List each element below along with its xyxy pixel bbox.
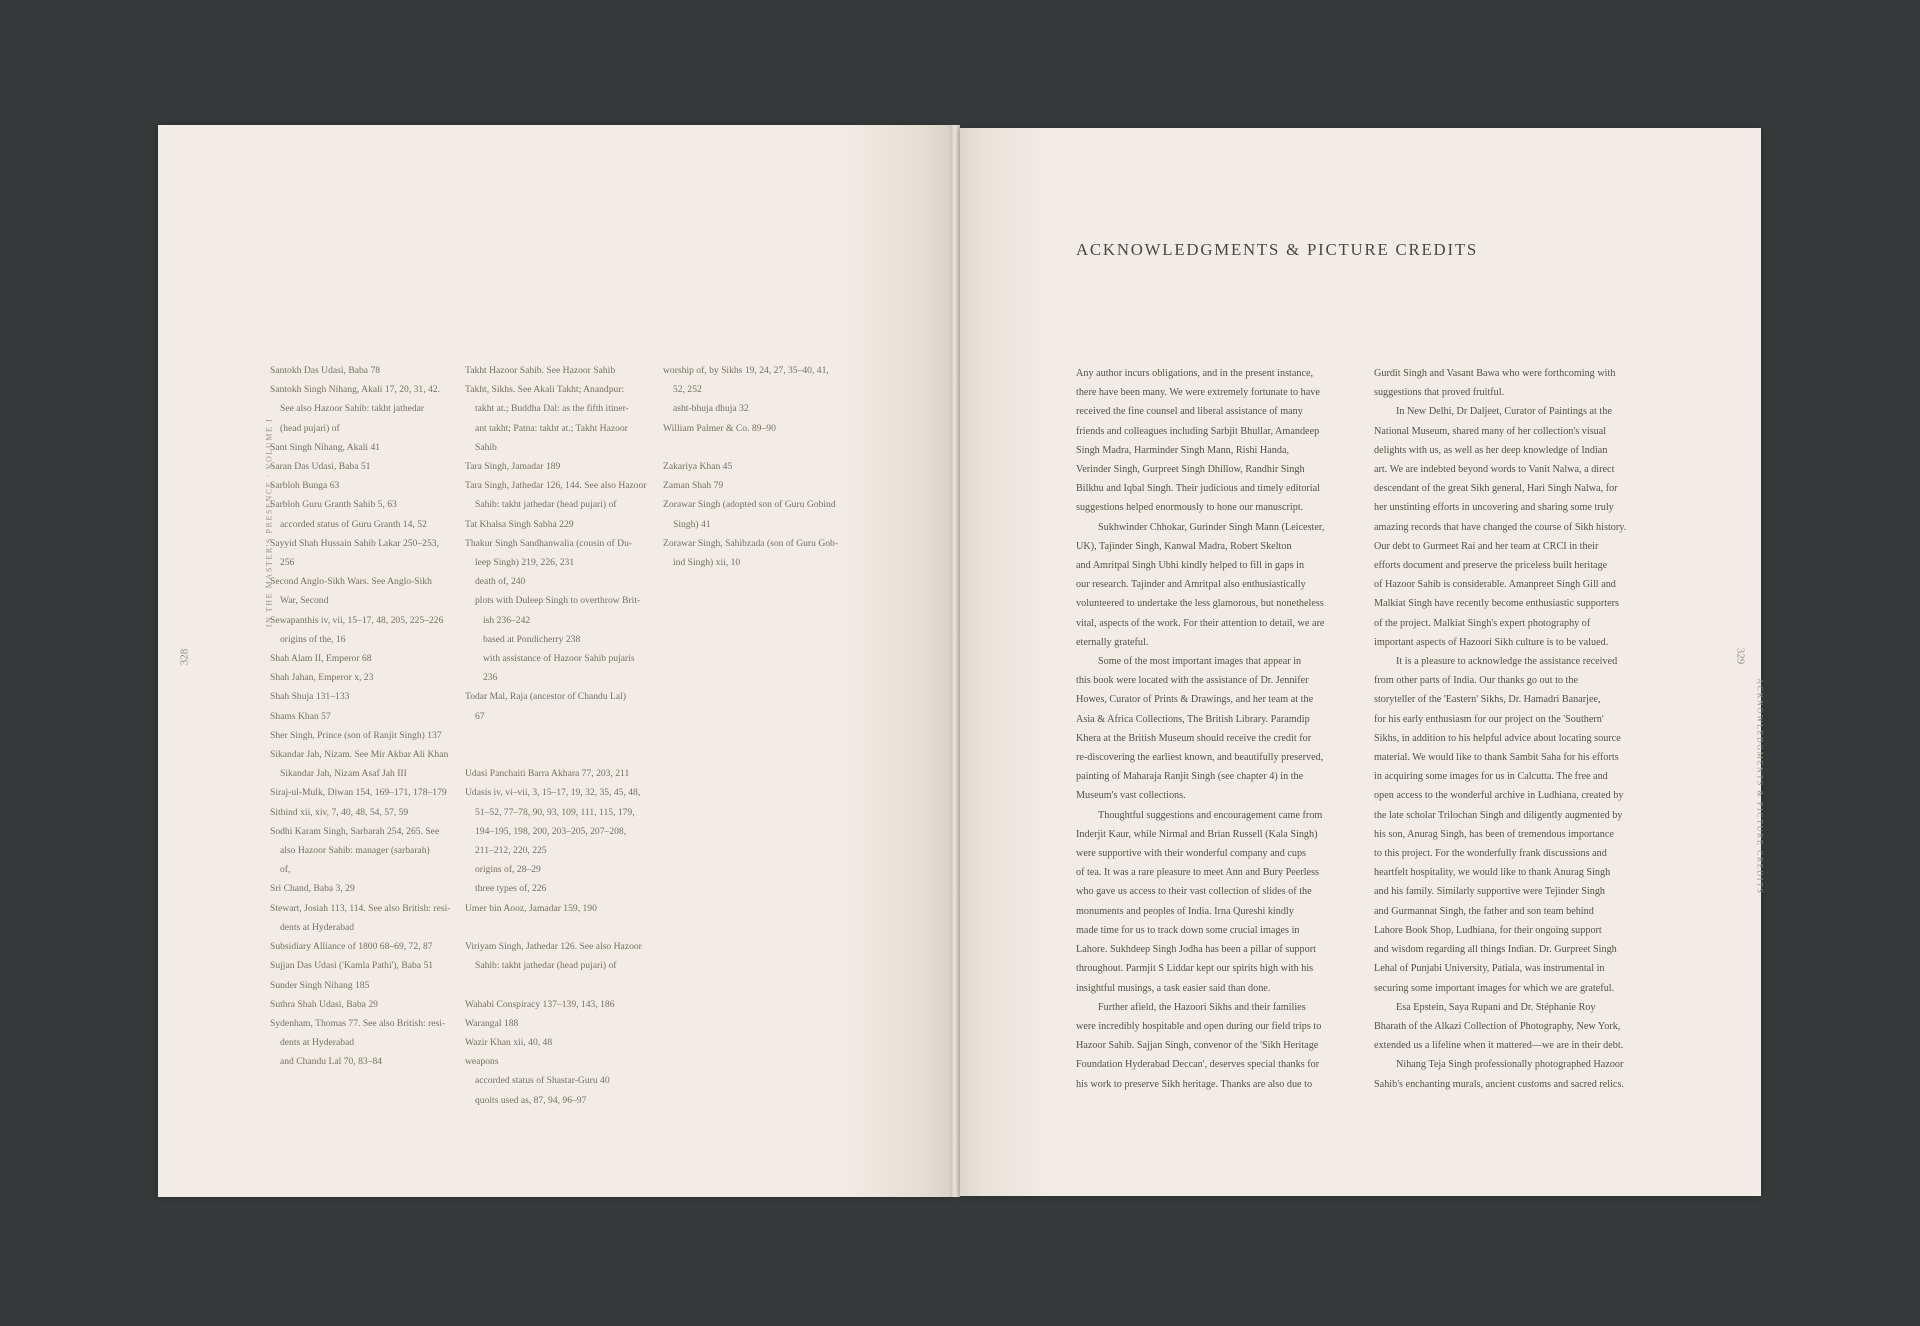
index-entry: worship of, by Sikhs 19, 24, 27, 35–40, 41, [663,365,829,376]
index-entry: Sri Chand, Baba 3, 29 [270,883,355,895]
text-line: Some of the most important images that appear in [1098,656,1302,668]
text-line: of the project. Malkiat Singh's expert photography of [1374,617,1591,629]
index-entry: ind Singh) xii, 10 [673,557,741,569]
book-spine [950,125,960,1197]
index-entry: plots with Duleep Singh to overthrow Brit- [475,595,641,607]
text-line: monuments and peoples of India. Irna Qureshi kindly [1076,905,1294,917]
text-line: Museum's vast collections. [1076,790,1186,802]
index-entry: Shah Alam II, Emperor 68 [270,653,372,665]
text-line: Bilkhu and Iqbal Singh. Their judicious and timely editorial [1076,483,1320,495]
index-entry: Suthra Shah Udasi, Baba 29 [270,998,378,1010]
index-entry: Sahib: takht jathedar (head pujari) of [475,960,617,972]
text-line: Singh Madra, Harminder Singh Mann, Rishi Handa, [1076,444,1290,456]
text-line: Any author incurs obligations, and in the present instance, [1076,368,1314,379]
index-entry: dents at Hyderabad [280,1037,355,1049]
text-line: storyteller of the 'Eastern' Sikhs, Dr. Hamadri Banarjee, [1374,694,1601,706]
index-entry: Wazir Khan xii, 40, 48 [465,1037,553,1049]
index-entry: Todar Mal, Raja (ancestor of Chandu Lal) [465,691,627,703]
index-column-3 [663,361,848,572]
index-entry: Santokh Singh Nihang, Akali 17, 20, 31, 42. [270,384,441,396]
index-entry: Sydenham, Thomas 77. See also British: resi- [270,1017,446,1029]
text-line: suggestions helped enormously to hone our manuscript. [1076,502,1304,514]
index-entry: three types of, 226 [475,883,547,895]
index-entry: origins of, 28–29 [475,864,541,876]
text-column-1 [1076,364,1356,1094]
text-line: Howes, Curator of Prints & Drawings, and her team at the [1076,694,1314,706]
page-title: ACKNOWLEDGMENTS & PICTURE CREDITS [1076,240,1479,259]
text-line: National Museum, shared many of her collection's visual [1374,425,1607,437]
index-entry: based at Pondicherry 238 [483,633,581,645]
text-line: descendant of the great Sikh general, Hari Singh Nalwa, for [1374,483,1618,495]
index-entry: Shah Jahan, Emperor x, 23 [270,672,374,684]
text-line: securing some important images for which we are grateful. [1374,982,1615,994]
text-line: Sikhs, in addition to his helpful advice about locating source [1374,732,1621,744]
left-page-number: 328 [178,648,191,666]
text-line: vital, aspects of the work. For their attention to detail, we are [1076,617,1325,629]
index-entry: Second Anglo-Sikh Wars. See Anglo-Sikh [270,576,432,588]
text-line: and Gurmannat Singh, the father and son team behind [1374,905,1594,917]
spacer [465,918,645,937]
text-line: the late scholar Trilochan Singh and diligently augmented by [1374,809,1623,821]
index-entry: 67 [475,710,485,722]
index-entry: Singh) 41 [673,518,711,530]
left-page [158,125,950,1197]
index-entry: Shams Khan 57 [270,710,331,722]
text-line: It is a pleasure to acknowledge the assistance received [1396,656,1618,668]
text-line: his work to preserve Sikh heritage. Thanks are also due to [1076,1078,1313,1090]
index-entry: Sikandar Jah, Nizam Asaf Jah III [280,768,407,780]
text-line: Lahore Book Shop, Ludhiana, for their ongoing support [1374,924,1602,936]
text-line: were supportive with their wonderful company and cups [1076,848,1307,860]
index-entry: Takht, Sikhs. See Akali Takht; Anandpur: [465,384,625,396]
index-entry: Sewapanthis iv, vii, 15–17, 48, 205, 225–226 [270,614,444,626]
index-entry: takht at.; Buddha Dal: as the fifth itiner- [475,403,629,415]
text-line: Foundation Hyderabad Deccan', deserves special thanks for [1076,1059,1320,1071]
index-entry: Stewart, Josiah 113, 114. See also British: resi- [270,902,451,914]
index-entry: Sunder Singh Nihang 185 [270,979,370,991]
text-line: of Hazoor Sahib is considerable. Amanpreet Singh Gill and [1374,579,1616,591]
text-line: of tea. It was a rare pleasure to meet Ann and Bury Peerless [1076,867,1319,879]
index-entry: Sarbloh Bunga 63 [270,480,340,492]
index-entry: Sant Singh Nihang, Akali 41 [270,441,381,453]
index-entry: War, Second [280,595,329,607]
index-entry: 256 [280,557,295,569]
text-line: material. We would like to thank Sambit Saha for his efforts [1374,752,1619,764]
index-entry: Umer bin Aooz, Jamadar 159, 190 [465,902,597,914]
text-column-2 [1374,364,1664,1094]
text-line: re-discovering the earliest known, and beautifully preserved, [1076,752,1324,764]
text-line: efforts document and preserve the priceless built heritage [1374,560,1608,572]
text-line: Khera at the British Museum should receive the credit for [1076,732,1312,744]
left-running-head: IN THE MASTER'S PRESENCE · VOLUME I [264,417,274,628]
index-entry: Zaman Shah 79 [663,480,724,492]
text-line: Thoughtful suggestions and encouragement came from [1098,809,1323,821]
index-entry: asht-bhuja dhuja 32 [673,403,749,415]
index-entry: Thakur Singh Sandhanwalia (cousin of Du- [465,537,633,549]
index-column-2 [465,361,645,1110]
text-line: In New Delhi, Dr Daljeet, Curator of Paintings at the [1396,406,1612,418]
text-line: and Amritpal Singh Ubhi kindly helped to fill in gaps in [1076,560,1305,572]
text-line: amazing records that have changed the course of Sikh history. [1374,521,1627,533]
text-line: UK), Tajinder Singh, Kanwal Madra, Robert Skelton [1076,540,1292,552]
index-entry: accorded status of Guru Granth 14, 52 [280,518,427,530]
text-line: in acquiring some images for us in Calcutta. The free and [1374,771,1608,783]
text-line: volunteered to undertake the less glamorous, but nonetheless [1076,598,1324,610]
index-entry: Zakariya Khan 45 [663,461,733,472]
text-line: Further afield, the Hazoori Sikhs and their families [1098,1001,1306,1013]
text-line: friends and colleagues including Sarbjit Bhullar, Amandeep [1076,425,1320,437]
text-line: Lehal of Punjabi University, Patiala, was instrumental in [1374,963,1605,975]
text-line: Inderjit Kaur, while Nirmal and Brian Russell (Kala Singh) [1076,828,1318,840]
index-entry: Tara Singh, Jamadar 189 [465,461,561,473]
spacer [465,975,645,994]
index-entry: ish 236–242 [483,614,531,626]
text-line: were incredibly hospitable and open during our field trips to [1076,1020,1322,1032]
index-entry: Shah Shuja 131–133 [270,691,350,703]
text-line: who gave us access to their vast collection of slides of the [1076,886,1312,898]
text-line: Asia & Africa Collections, The British Library. Paramdip [1076,713,1310,725]
index-entry: Subsidiary Alliance of 1800 68–69, 72, 87 [270,941,433,953]
index-entry: Sahib [475,441,497,453]
text-line: Bharath of the Alkazi Collection of Photography, New York, [1374,1020,1621,1032]
text-line: Nihang Teja Singh professionally photographed Hazoor [1396,1059,1624,1071]
index-entry: with assistance of Hazoor Sahib pujaris [483,653,635,665]
index-entry: Zorawar Singh (adopted son of Guru Gobind [663,499,836,511]
index-entry: Warangal 188 [465,1017,519,1029]
index-entry: 51–52, 77–78, 90, 93, 109, 111, 115, 179, [475,806,635,818]
index-entry: origins of the, 16 [280,633,346,645]
text-line: Esa Epstein, Saya Rupani and Dr. Stéphanie Roy [1396,1001,1596,1013]
index-entry: Viriyam Singh, Jathedar 126. See also Hazoor [465,941,642,953]
text-line: delights with us, as well as her deep knowledge of Indian [1374,444,1608,456]
text-line: Our debt to Gurmeet Rai and her team at CRCI in their [1374,540,1599,552]
right-page [960,128,1765,1196]
index-entry: weapons [465,1056,499,1068]
index-entry: also Hazoor Sahib: manager (sarbarah) [280,845,430,857]
index-entry: Sarbloh Guru Granth Sahib 5, 63 [270,499,397,511]
index-entry: Sithind xii, xiv, 7, 40, 48, 54, 57, 59 [270,806,409,818]
index-entry: Udasi Panchaiti Barra Akhara 77, 203, 211 [465,768,630,780]
right-running-head: ACKNOWLEDGMENTS & PICTURE CREDITS [1755,678,1765,895]
text-line: art. We are indebted beyond words to Vanit Nalwa, a direct [1374,464,1615,476]
text-line: heartfelt hospitality, we would like to thank Anurag Singh [1374,867,1611,879]
spacer [663,438,848,457]
index-entry: Takht Hazoor Sahib. See Hazoor Sahib [465,365,616,376]
index-entry: 211–212, 220, 225 [475,845,547,857]
text-line: made time for us to track down some crucial images in [1076,924,1300,936]
text-line: received the fine counsel and liberal assistance of many [1076,406,1303,418]
text-line: Sukhwinder Chhokar, Gurinder Singh Mann (Leicester, [1098,521,1325,533]
index-entry: (head pujari) of [280,422,340,434]
index-entry: Sodhi Karam Singh, Sarbarah 254, 265. See [270,825,440,837]
index-entry: Tara Singh, Jathedar 126, 144. See also Hazoor [465,480,647,492]
text-line: painting of Maharaja Ranjit Singh (see chapter 4) in the [1076,771,1304,783]
text-line: his son, Anurag Singh, has been of tremendous importance [1374,828,1614,840]
index-entry: William Palmer & Co. 89–90 [663,422,776,434]
right-page-number: 329 [1734,647,1747,665]
text-line: extended us a lifeline when it mattered—we are in their debt. [1374,1040,1624,1052]
text-line: throughout. Parmjit S Liddar kept our spirits high with his [1076,963,1314,975]
text-line: open access to the wonderful archive in Ludhiana, created by [1374,790,1624,802]
index-entry: Tat Khalsa Singh Sabha 229 [465,518,574,530]
index-entry: Sayyid Shah Hussain Sahib Lakar 250–253, [270,537,439,549]
text-line: Malkiat Singh have recently become enthusiastic supporters [1374,598,1619,610]
text-line: this book were located with the assistance of Dr. Jennifer [1076,675,1309,687]
spacer [465,726,645,764]
index-entry: Sahib: takht jathedar (head pujari) of [475,499,617,511]
index-entry: Sher Singh, Prince (son of Ranjit Singh) 137 [270,729,442,741]
index-entry: 194–195, 198, 200, 203–205, 207–208, [475,825,627,837]
index-entry: Sujjan Das Udasi ('Kamla Pathi'), Baba 51 [270,960,434,972]
index-entry: See also Hazoor Sahib: takht jathedar [280,403,425,415]
index-entry: 52, 252 [673,384,702,396]
text-line: Verinder Singh, Gurpreet Singh Dhillow, Randhir Singh [1076,464,1305,476]
index-entry: accorded status of Shastar-Guru 40 [475,1075,610,1087]
text-line: Sahib's enchanting murals, ancient customs and sacred relics. [1374,1078,1624,1090]
text-line: her unstinting efforts in uncovering and sharing some truly [1374,502,1614,514]
text-line: Hazoor Sahib. Sajjan Singh, convenor of the 'Sikh Heritage [1076,1040,1319,1052]
text-line: there have been many. We were extremely fortunate to have [1076,387,1320,399]
text-line: from other parts of India. Our thanks go out to the [1374,675,1578,687]
index-entry: Wahabi Conspiracy 137–139, 143, 186 [465,998,615,1010]
index-entry: ant takht; Patna: takht at.; Takht Hazoor [475,422,628,434]
text-line: important aspects of Hazoori Sikh culture is to be valued. [1374,636,1609,648]
index-entry: and Chandu Lal 70, 83–84 [280,1056,383,1068]
index-entry: quoits used as, 87, 94, 96–97 [475,1094,587,1106]
text-line: insightful musings, a task easier said than done. [1076,982,1271,994]
index-entry: Sikandar Jah, Nizam. See Mir Akbar Ali Khan [270,749,449,761]
index-column-1 [270,361,450,1072]
index-entry: Udasis iv, vi–vii, 3, 15–17, 19, 32, 35, 45, 48, [465,787,641,799]
text-line: suggestions that proved fruitful. [1374,387,1505,399]
index-entry: 236 [483,672,498,684]
index-entry: of, [280,864,291,876]
index-entry: Santokh Das Udasi, Baba 78 [270,365,381,376]
text-line: and his family. Similarly supportive were Tejinder Singh [1374,886,1606,898]
index-entry: Saran Das Udasi, Baba 51 [270,461,371,473]
index-entry: dents at Hyderabad [280,921,355,933]
text-line: for his early enthusiasm for our project on the 'Southern' [1374,713,1604,725]
index-entry: Siraj-ul-Mulk, Diwan 154, 169–171, 178–179 [270,787,447,799]
text-line: Gurdit Singh and Vasant Bawa who were forthcoming with [1374,368,1616,379]
index-entry: death of, 240 [475,576,526,588]
index-entry: Zorawar Singh, Sahibzada (son of Guru Gob- [663,537,839,549]
text-line: to this project. For the wonderfully frank discussions and [1374,848,1607,860]
text-line: eternally grateful. [1076,636,1149,648]
text-line: Lahore. Sukhdeep Singh Jodha has been a pillar of support [1076,944,1316,956]
text-line: and wisdom regarding all things Indian. Dr. Gurpreet Singh [1374,944,1617,956]
text-line: our research. Tajinder and Amritpal also enthusiastically [1076,579,1306,591]
index-entry: leep Singh) 219, 226, 231 [475,557,575,569]
